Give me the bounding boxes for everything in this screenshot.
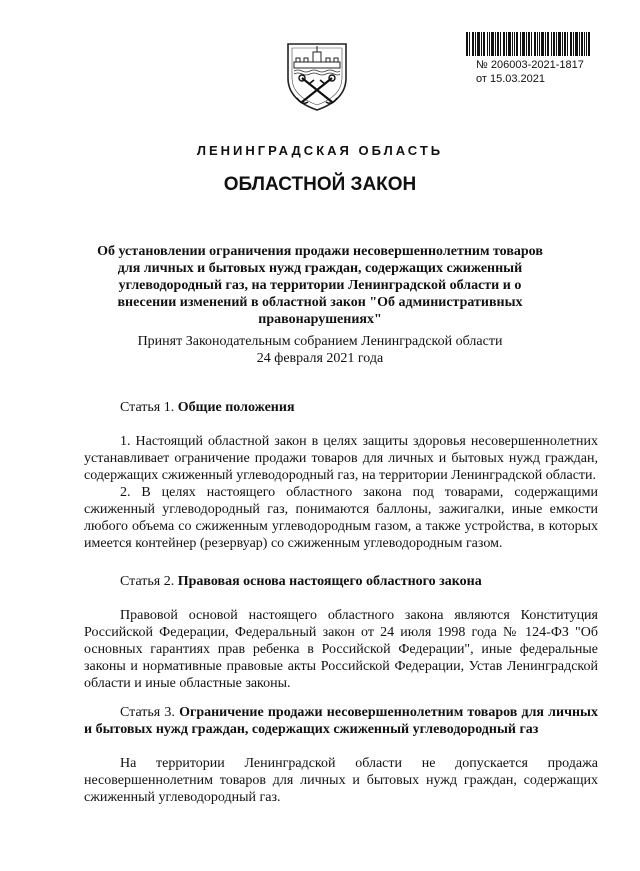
coat-of-arms-emblem: [282, 38, 352, 112]
article-1-title: Общие положения: [177, 400, 295, 415]
article-1-paragraph-2: 2. В целях настоящего областного закона под товарами, содержащими сжиженный углеводородный газ, понимаются баллоны, зажигалки, иные емкости любого объема со сжиженным углеводородным газом, а также устройства, в которых имеется контейнер (резервуар) со сжиженным углеводородным газом.: [84, 485, 598, 551]
article-2-prefix: Статья 2.: [120, 574, 178, 589]
document-type: ОБЛАСТНОЙ ЗАКОН: [223, 174, 417, 195]
article-3-title: Ограничение продажи несовершеннолетним товаров для личных и бытовых нужд граждан, содержащих сжиженный углеводородный газ: [84, 705, 598, 737]
article-3-prefix: Статья 3.: [120, 705, 180, 720]
article-2-paragraph-1: Правовой основой настоящего областного закона являются Конституция Российской Федерации, Федеральный закон от 24 июля 1998 года № 124-ФЗ "Об основных гарантиях прав ребенка в Российской Федерации", иные федеральные законы и нормативные правовые акты Российской Федерации, Устав Ленинградской области и иные областные законы.: [84, 608, 598, 691]
adoption-line-2: 24 февраля 2021 года: [256, 351, 384, 366]
article-1: [84, 399, 598, 552]
article-1-prefix: Статья 1.: [120, 400, 178, 415]
article-2: [84, 573, 598, 692]
registration-date: от 15.03.2021: [476, 73, 546, 85]
article-1-paragraph-1: 1. Настоящий областной закон в целях защиты здоровья несовершеннолетних устанавливает ограничение продажи товаров для личных и бытовых нужд граждан, содержащих сжиженный углеводородный газ, на территории Ленинградской области.: [84, 434, 598, 483]
barcode: [466, 32, 590, 56]
adoption-line-1: Принят Законодательным собранием Ленинградской области: [137, 334, 503, 349]
registration-number: № 206003-2021-1817: [476, 59, 584, 71]
article-2-heading: [84, 573, 598, 590]
adoption-note: [94, 333, 546, 367]
article-3-heading: [84, 704, 598, 738]
article-2-title: Правовая основа настоящего областного закона: [177, 574, 482, 589]
article-3-paragraph-1: На территории Ленинградской области не допускается продажа несовершеннолетним товаров для личных и бытовых нужд граждан, содержащих сжиженный углеводородный газ.: [84, 756, 598, 805]
article-1-heading: [84, 399, 598, 416]
article-3: [84, 704, 598, 806]
law-title: Об установлении ограничения продажи несовершеннолетним товаров для личных и бытовых нужд граждан, содержащих сжиженный углеводородный газ, на территории Ленинградской области и о внесении изменений в областной закон "Об административных правонарушениях": [97, 244, 543, 327]
region-name: ЛЕНИНГРАДСКАЯ ОБЛАСТЬ: [196, 143, 444, 158]
registration-stamp: [476, 58, 584, 86]
